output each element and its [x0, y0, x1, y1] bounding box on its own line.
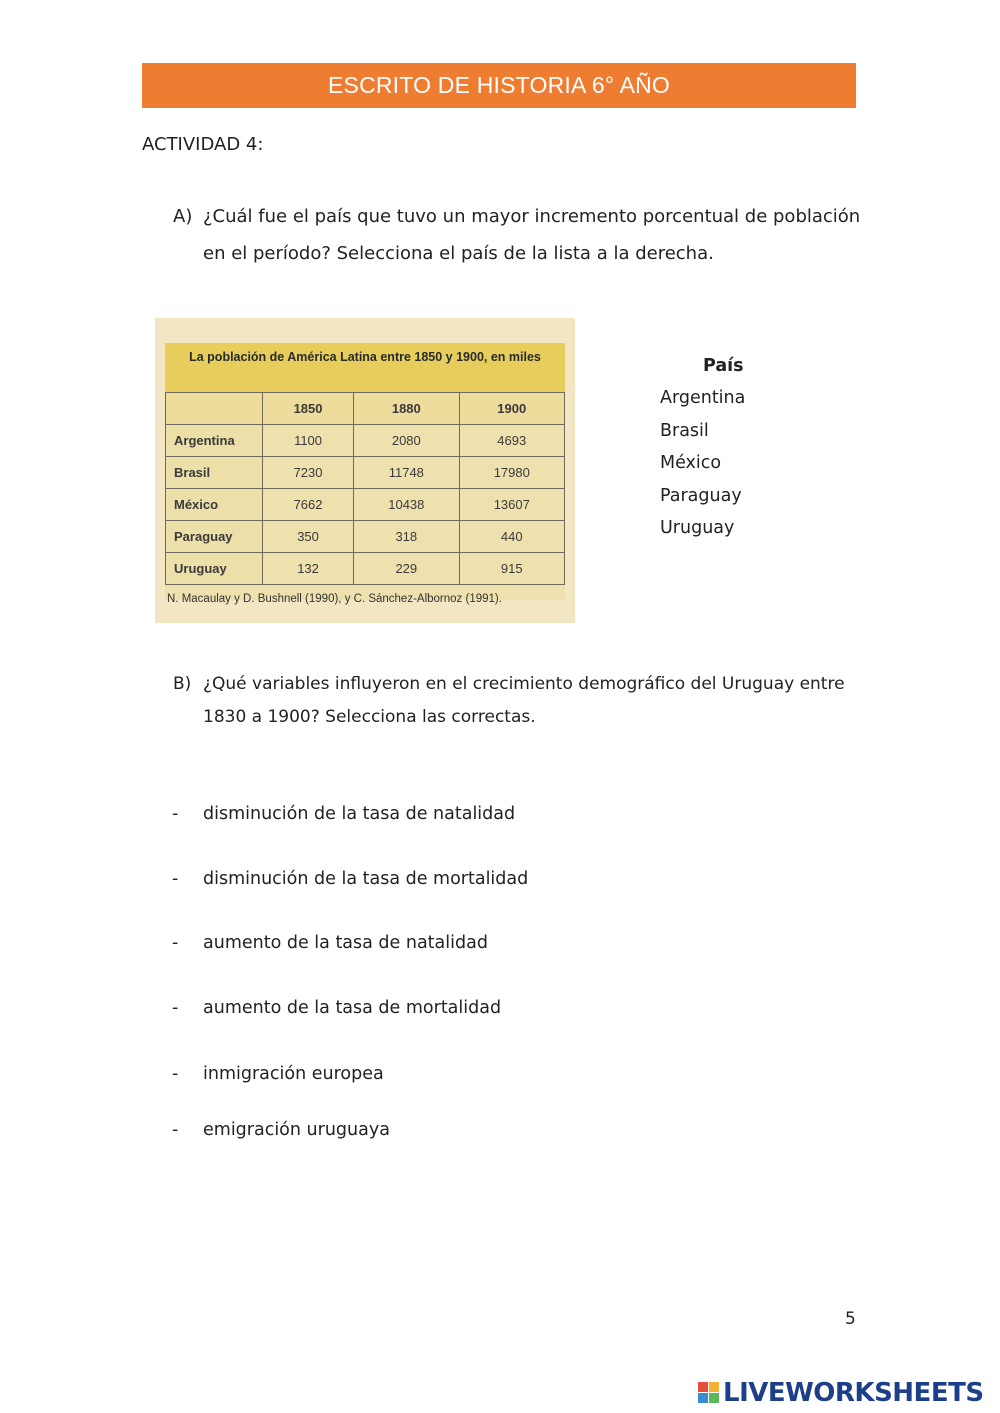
question-a-text: ¿Cuál fue el país que tuvo un mayor incremento porcentual de población en el período? Selecciona el país de la lista a la derecha. — [203, 206, 861, 264]
option-dash: - — [172, 1120, 179, 1140]
option-label: aumento de la tasa de natalidad — [203, 933, 488, 953]
population-table — [165, 343, 565, 600]
value-cell: 229 — [354, 553, 459, 585]
activity-label: ACTIVIDAD 4: — [142, 134, 264, 155]
value-cell: 440 — [459, 521, 564, 553]
value-cell: 4693 — [459, 425, 564, 457]
country-option-brasil[interactable]: Brasil — [660, 420, 709, 441]
value-cell: 915 — [459, 553, 564, 585]
value-cell: 132 — [263, 553, 354, 585]
value-cell: 13607 — [459, 489, 564, 521]
country-option-paraguay[interactable]: Paraguay — [660, 485, 742, 506]
option-label: inmigración europea — [203, 1064, 384, 1084]
table-row — [166, 489, 565, 521]
year-header: 1900 — [459, 393, 564, 425]
country-cell: Brasil — [166, 457, 263, 489]
year-header: 1880 — [354, 393, 459, 425]
value-cell: 17980 — [459, 457, 564, 489]
page-header — [142, 63, 856, 108]
question-b-text: ¿Qué variables influyeron en el crecimiento demográfico del Uruguay entre 1830 a 1900? Selecciona las correctas. — [203, 674, 845, 727]
table-title-text: La población de América Latina entre 1850 y 1900, en miles — [189, 350, 541, 364]
table-header-row — [166, 393, 565, 425]
country-option-uruguay[interactable]: Uruguay — [660, 518, 735, 538]
value-cell: 7662 — [263, 489, 354, 521]
country-list — [660, 350, 745, 545]
header-title: ESCRITO DE HISTORIA 6° AÑO — [327, 72, 671, 98]
option-item[interactable] — [172, 1064, 384, 1084]
country-cell: Argentina — [166, 425, 263, 457]
year-header: 1850 — [263, 393, 354, 425]
question-a-letter: A) — [173, 206, 193, 227]
brand-logo-icon — [698, 1382, 720, 1404]
option-dash: - — [172, 1064, 179, 1084]
value-cell: 7230 — [263, 457, 354, 489]
table-corner — [166, 393, 263, 425]
option-item[interactable] — [172, 1120, 390, 1140]
country-cell: Paraguay — [166, 521, 263, 553]
brand-footer — [698, 1378, 984, 1408]
question-b-letter: B) — [173, 674, 192, 694]
table-row — [166, 521, 565, 553]
question-a — [173, 198, 873, 272]
option-dash: - — [172, 804, 179, 824]
option-item[interactable] — [172, 998, 501, 1018]
table-source: N. Macaulay y D. Bushnell (1990), y C. Sánchez-Albornoz (1991). — [167, 593, 502, 605]
option-label: disminución de la tasa de natalidad — [203, 804, 516, 824]
option-label: disminución de la tasa de mortalidad — [203, 869, 529, 889]
option-dash: - — [172, 869, 179, 889]
option-item[interactable] — [172, 869, 528, 889]
table-grid — [165, 392, 565, 585]
table-row — [166, 457, 565, 489]
value-cell: 2080 — [354, 425, 459, 457]
table-row — [166, 425, 565, 457]
page-number: 5 — [845, 1309, 856, 1329]
value-cell: 11748 — [354, 457, 459, 489]
country-option-argentina[interactable]: Argentina — [660, 388, 746, 408]
option-dash: - — [172, 933, 179, 953]
option-label: emigración uruguaya — [203, 1120, 390, 1140]
country-list-heading: País — [703, 356, 744, 376]
value-cell: 350 — [263, 521, 354, 553]
country-cell: México — [166, 489, 263, 521]
value-cell: 318 — [354, 521, 459, 553]
value-cell: 1100 — [263, 425, 354, 457]
option-label: aumento de la tasa de mortalidad — [203, 998, 502, 1018]
table-title — [165, 343, 565, 392]
question-b — [173, 668, 873, 734]
population-table-image — [155, 318, 575, 623]
option-dash: - — [172, 998, 179, 1018]
table-row — [166, 553, 565, 585]
country-option-mexico[interactable]: México — [660, 453, 722, 473]
option-item[interactable] — [172, 804, 515, 824]
country-cell: Uruguay — [166, 553, 263, 585]
value-cell: 10438 — [354, 489, 459, 521]
brand-name: LIVEWORKSHEETS — [723, 1378, 984, 1408]
option-item[interactable] — [172, 933, 488, 953]
